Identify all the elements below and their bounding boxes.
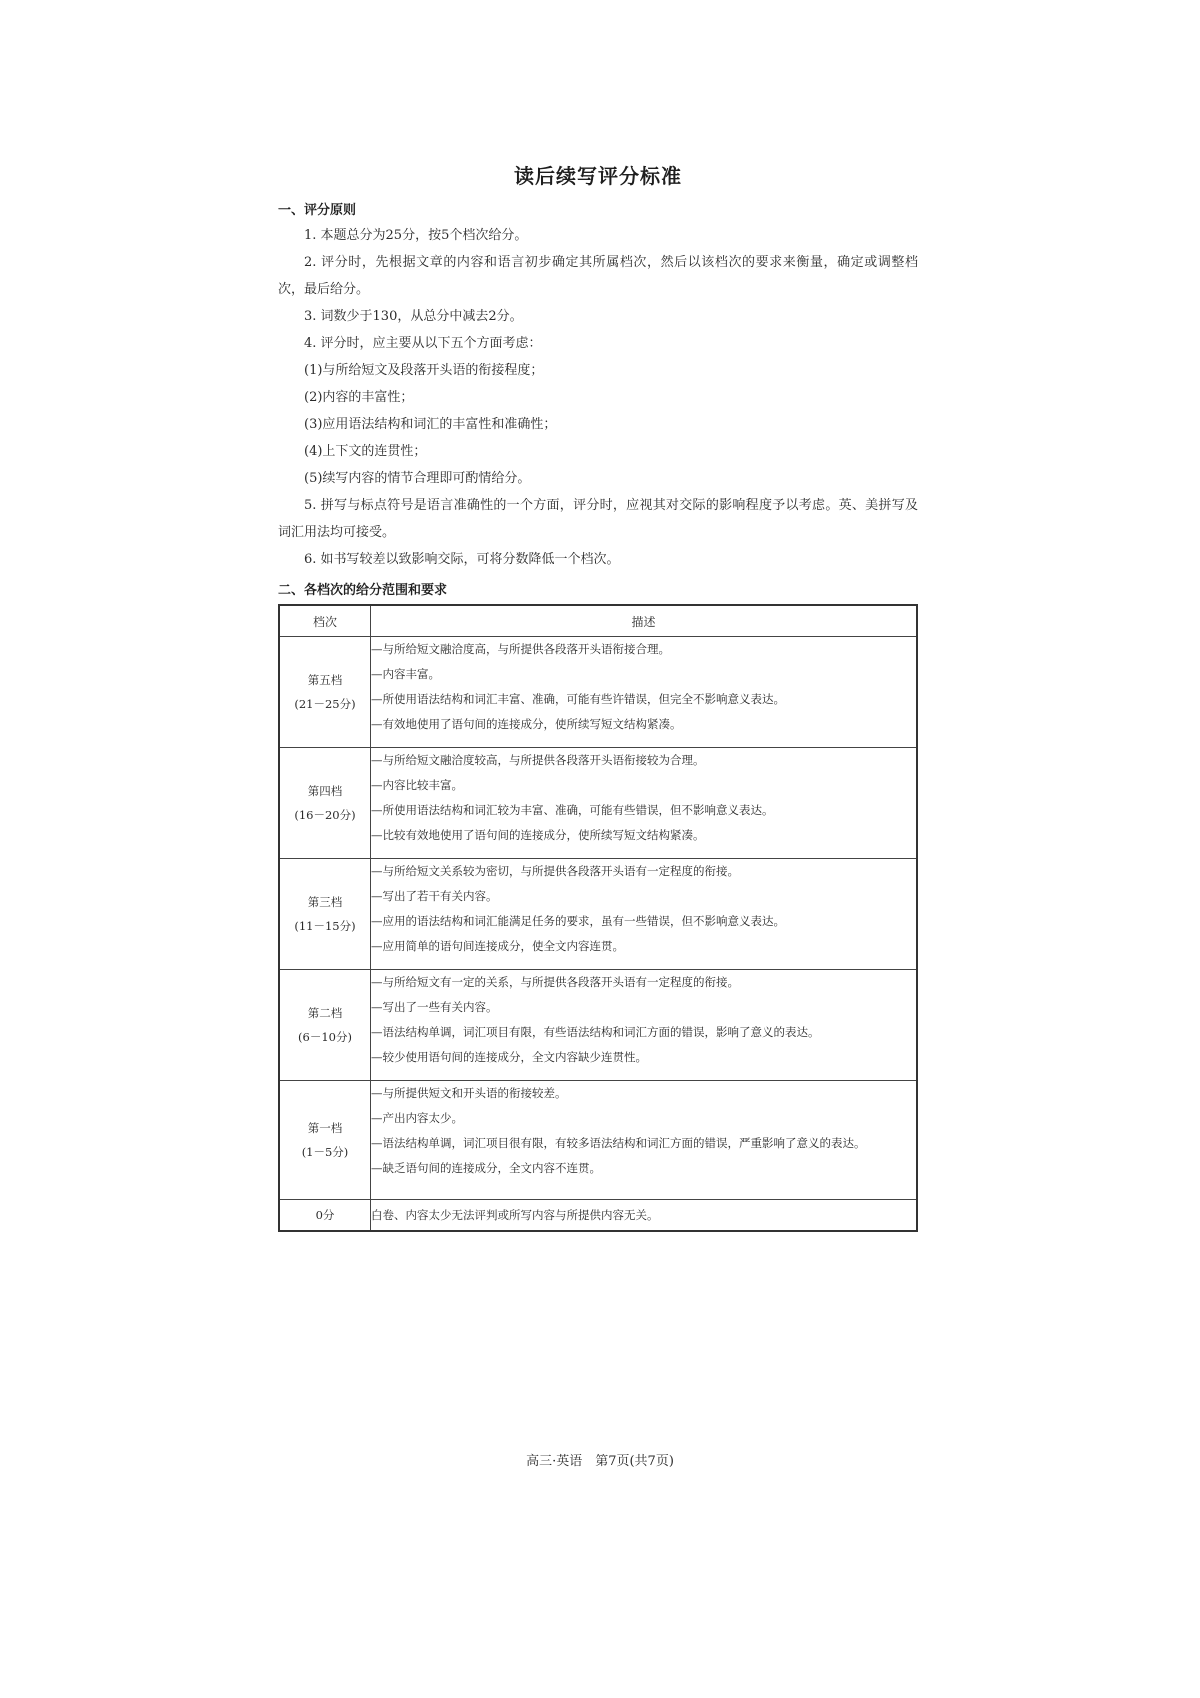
principle-subitem: (2)内容的丰富性； xyxy=(304,390,414,405)
document-title: 读后续写评分标准 xyxy=(514,164,682,188)
band-criterion: —写出了若干有关内容。 xyxy=(371,889,498,903)
band-criterion: —比较有效地使用了语句间的连接成分，使所续写短文结构紧凑。 xyxy=(371,828,705,842)
principle-item: 4. 评分时，应主要从以下五个方面考虑： xyxy=(304,336,542,351)
principle-item: 6. 如书写较差以致影响交际，可将分数降低一个档次。 xyxy=(304,552,620,567)
band-criterion: —有效地使用了语句间的连接成分，使所续写短文结构紧凑。 xyxy=(371,717,682,731)
band-level-cell xyxy=(279,748,371,859)
principle-subitem: (4)上下文的连贯性； xyxy=(304,444,427,459)
band-level-cell xyxy=(279,1081,371,1200)
header-level: 档次 xyxy=(279,605,371,637)
band-range: (6－10分) xyxy=(298,1030,352,1044)
band-criterion: —应用简单的语句间连接成分，使全文内容连贯。 xyxy=(371,939,624,953)
band-description-cell xyxy=(371,748,918,859)
principle-subitem: (1)与所给短文及段落开头语的衔接程度； xyxy=(304,363,544,378)
band-criterion: —所使用语法结构和词汇丰富、准确，可能有些许错误，但完全不影响意义表达。 xyxy=(371,692,785,706)
band-description-cell xyxy=(371,637,918,748)
band-range: (16－20分) xyxy=(294,808,356,822)
principle-subitem: (3)应用语法结构和词汇的丰富性和准确性； xyxy=(304,417,557,432)
principle-item: 1. 本题总分为25分，按5个档次给分。 xyxy=(304,228,528,243)
table-row xyxy=(279,637,917,748)
band-level-cell xyxy=(279,637,371,748)
band-criterion: —与所给短文有一定的关系，与所提供各段落开头语有一定程度的衔接。 xyxy=(371,975,739,989)
band-level: 第一档 xyxy=(307,1121,343,1135)
band-level: 第二档 xyxy=(307,1006,343,1020)
band-description-cell xyxy=(371,970,918,1081)
principle-item: 2. 评分时，先根据文章的内容和语言初步确定其所属档次，然后以该档次的要求来衡量，确定或调整档次，最后给分。 xyxy=(278,255,918,297)
band-criterion: —所使用语法结构和词汇较为丰富、准确，可能有些错误，但不影响意义表达。 xyxy=(371,803,774,817)
band-level-cell xyxy=(279,970,371,1081)
table-row xyxy=(279,859,917,970)
table-row xyxy=(279,970,917,1081)
band-criterion: —缺乏语句间的连接成分，全文内容不连贯。 xyxy=(371,1161,601,1175)
zero-description: 白卷、内容太少无法评判或所写内容与所提供内容无关。 xyxy=(371,1200,918,1232)
table-row-zero xyxy=(279,1200,917,1232)
band-criterion: —与所提供短文和开头语的衔接较差。 xyxy=(371,1086,567,1100)
band-description-cell xyxy=(371,1081,918,1200)
band-criterion: —内容比较丰富。 xyxy=(371,778,463,792)
band-criterion: —写出了一些有关内容。 xyxy=(371,1000,498,1014)
band-criterion: —与所给短文关系较为密切，与所提供各段落开头语有一定程度的衔接。 xyxy=(371,864,739,878)
band-level: 第三档 xyxy=(307,895,343,909)
principle-subitem: (5)续写内容的情节合理即可酌情给分。 xyxy=(304,471,531,486)
band-criterion: —内容丰富。 xyxy=(371,667,440,681)
principle-item: 5. 拼写与标点符号是语言准确性的一个方面，评分时，应视其对交际的影响程度予以考虑。英、美拼写及词汇用法均可接受。 xyxy=(278,498,918,540)
document-page xyxy=(278,150,918,1232)
band-criterion: —语法结构单调，词汇项目有限，有些语法结构和词汇方面的错误，影响了意义的表达。 xyxy=(371,1025,820,1039)
table-row xyxy=(279,1081,917,1200)
band-criterion: —较少使用语句间的连接成分，全文内容缺少连贯性。 xyxy=(371,1050,647,1064)
grading-table xyxy=(278,604,918,1232)
table-row xyxy=(279,748,917,859)
band-level: 第五档 xyxy=(307,673,343,687)
band-range: (21－25分) xyxy=(294,697,356,711)
principle-item: 3. 词数少于130，从总分中减去2分。 xyxy=(304,309,523,324)
band-description-cell xyxy=(371,859,918,970)
band-range: (1－5分) xyxy=(301,1145,349,1159)
band-level: 第四档 xyxy=(307,784,343,798)
zero-level: 0分 xyxy=(279,1200,371,1232)
band-criterion: —与所给短文融洽度较高，与所提供各段落开头语衔接较为合理。 xyxy=(371,753,705,767)
section-heading-bands: 二、各档次的给分范围和要求 xyxy=(278,583,448,598)
band-level-cell xyxy=(279,859,371,970)
band-criterion: —应用的语法结构和词汇能满足任务的要求，虽有一些错误，但不影响意义表达。 xyxy=(371,914,785,928)
band-criterion: —语法结构单调，词汇项目很有限，有较多语法结构和词汇方面的错误，严重影响了意义的表达。 xyxy=(371,1136,866,1150)
section-heading-principles: 一、评分原则 xyxy=(278,203,357,218)
header-description: 描述 xyxy=(371,605,918,637)
band-criterion: —与所给短文融洽度高，与所提供各段落开头语衔接合理。 xyxy=(371,642,670,656)
band-criterion: —产出内容太少。 xyxy=(371,1111,463,1125)
page-footer: 高三·英语 第7页(共7页) xyxy=(526,1454,674,1469)
table-header-row xyxy=(279,605,917,637)
band-range: (11－15分) xyxy=(294,919,356,933)
